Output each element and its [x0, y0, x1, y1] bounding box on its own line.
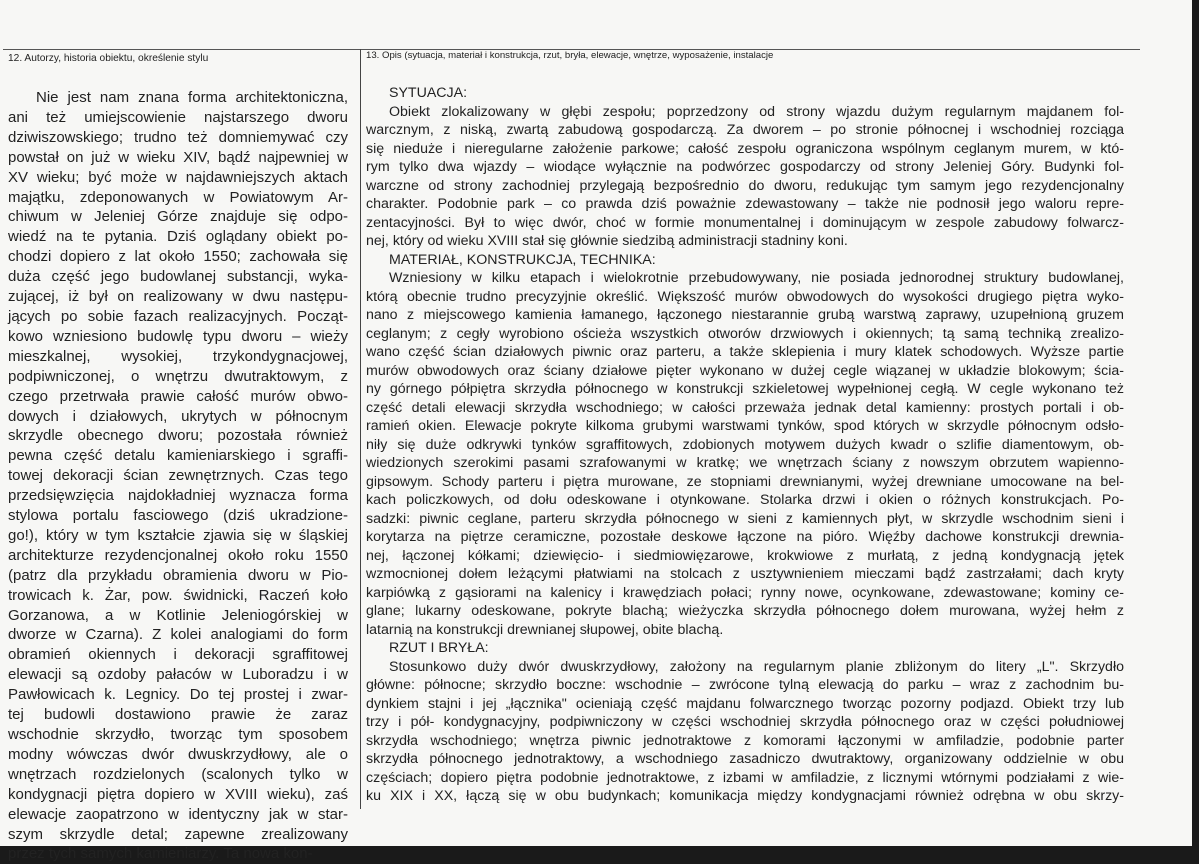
text-line: jących po sobie fazach realizacyjnych. Począt-	[8, 307, 348, 325]
text-line: elewacje zaopatrzono w identyczny jak w star-	[8, 805, 348, 823]
text-line: skrzydle obecnego dworu; pozostała również	[8, 427, 348, 445]
text-line: niły się duże odkrywki tynków sgraffitowych, zdobionych motywem dużych kwadr o szlifie diamentowym, ob-	[366, 436, 1124, 453]
column-divider	[360, 49, 361, 809]
text-line: (patrz dla przykładu obramienia dworu w Pio-	[8, 566, 348, 584]
text-line: wiedź na te pytania. Dziś oglądany obiekt po-	[8, 228, 348, 246]
text-line: nej, który od wieku XVIII stał się głównie siedzibą administracji stadniny koni.	[366, 233, 848, 249]
text-line: modny wówczas dwór dwuskrzydłowy, ale o	[8, 745, 348, 763]
text-line: majątku, zdeponowanych w Powiatowym Ar-	[8, 188, 348, 206]
text-line: latarnią na konstrukcji drewnianej słupowej, obite blachą.	[366, 621, 724, 638]
text-line: dynkiem stajni i jej „łącznika" ocieniają część majdanu folwarcznego tworząc pozorny podjazd. Obiekt trzy lub	[366, 695, 1124, 712]
text-line: Wzniesiony w kilku etapach i wielokrotnie przebudowywany, nie posiada jednorodnej struktury budowlanej,	[389, 270, 1124, 286]
text-line: obramień okiennych i dekoracji sgraffitowej	[8, 646, 348, 664]
text-line: dowych i działowych, ukrytych w północnym	[8, 407, 348, 425]
text-line: się nieduże i nieregularne założenie parkowe; całość zespołu ograniczona wspólnym ceglanym murem, w któ-	[366, 140, 1124, 157]
text-line: dworze w Czarna). Z kolei analogiami do form	[8, 626, 348, 644]
text-line: powstał on już w wieku XIV, bądź najpewniej w	[8, 148, 348, 166]
text-line: elewacji są ozdoby pałaców w Luboradzu i w	[8, 666, 348, 684]
text-line: stylowa portalu fasciowego (dziś ukradzione-	[8, 507, 348, 525]
text-line: towej dekoracji ścian zewnętrznych. Czas tego	[8, 467, 348, 485]
text-line: którą obecnie trudno precyzyjnie określić. Większość murów obwodowych do wysokości drugiego piętra wyko-	[366, 288, 1124, 305]
description-text-column	[366, 84, 1124, 806]
section-13-header: 13. Opis (sytuacja, materiał i konstrukcja, rzut, bryła, elewacje, wnętrze, wyposażenie, instalacje	[366, 50, 774, 61]
text-line: ramień okien. Elewacje pokryte kilkoma grubymi warstwami tynków, spod których w skrzydle północnym odsło-	[366, 418, 1124, 434]
text-line: kowo wzniesiono budowlę typu dworu – wieży	[8, 327, 348, 345]
text-line: tej budowli dostawiono prawie że zaraz	[8, 706, 348, 724]
text-line: wiedzionych szerokimi pasami szrafowanymi w kratkę; we wnętrzach ściany z nowszym obrzutem wapienno-	[366, 455, 1124, 471]
text-line: korytarza na piętrze ceramiczne, pozostałe deskowe łączone na pióro. Więźby dachowe konstrukcji drewnia-	[366, 529, 1124, 545]
text-line: Pawłowicach k. Legnicy. Do tej prostej i zwar-	[8, 686, 348, 704]
text-line: Gorzanowa, a w Kotlinie Jeleniogórskiej w	[8, 606, 348, 624]
text-line: dziwiszowskiego; trudno też domniemywać czy	[8, 128, 348, 146]
text-line: Stosunkowo duży dwór dwuskrzydłowy, założony na regularnym planie zbliżonym do litery „L". Skrzydło	[389, 658, 1124, 675]
text-line: przez tych samych kamieniarzy. Ta nowa kon-	[8, 845, 313, 863]
section-heading: RZUT I BRYŁA:	[389, 640, 489, 656]
section-heading: SYTUACJA:	[389, 85, 468, 101]
text-line: szym skrzydle detal; zapewne zrealizowany	[8, 825, 348, 843]
text-line: trowicach k. Żar, pow. świdnicki, Raczeń koło	[8, 586, 348, 604]
history-text-column	[8, 88, 348, 864]
text-line: wano część ścian działowych piwnic oraz parteru, a także sklepienia i mury klatek schodowych. Wyższe partie	[366, 344, 1124, 360]
text-line: nano z miejscowego kamienia łamanego, łączonego niestarannie grubą warstwą zaprawy, uzupełnioną gruzem	[366, 307, 1124, 323]
text-line: duża część jego budowlanej substancji, wyka-	[8, 268, 348, 286]
text-line: ani też umiejscowienie najstarszego dworu	[8, 108, 348, 126]
text-line: warczne od strony zachodniej przylegają bezpośrednio do dworu, redukując tym samym jego rezydencjonalny	[366, 177, 1124, 194]
text-line: chiwum w Jeleniej Górze znajduje się odpo-	[8, 208, 348, 226]
text-line: kondygnacji piętra dopiero w XVIII wieku), zaś	[8, 785, 348, 803]
text-line: charakter. Podobnie park – co prawda dziś poważnie zdewastowany – także nie podnosił jego waloru repre-	[366, 196, 1124, 212]
text-line: główne: północne; skrzydło boczne: wschodnie – zwrócone tylną elewacją do parku – wraz z zachodnim bu-	[366, 677, 1124, 693]
text-line: XV wieku; być może w najdawniejszych aktach	[8, 168, 348, 186]
text-line: przedsięwzięcia najdokładniej wyznacza forma	[8, 487, 348, 505]
text-line: architekturze rezydencjonalnej około roku 1550	[8, 546, 348, 564]
text-line: glane; lukarny odeskowane, pokryte blachą; wieżyczka skrzydła północnego dołem murowana, wyżej hełm z	[366, 603, 1124, 619]
text-line: podpiwniczonej, o wnętrzu dwutraktowym, z	[8, 367, 348, 385]
text-line: karpiówką z gąsiorami na kalenicy i krawędziach połaci; rynny nowe, ocynkowane, zdewastowane; kominy ce-	[366, 584, 1124, 601]
text-line: ny górnego półpiętra skrzydła północnego w konstrukcji szkieletowej wypełnionej cegłą. W cegle wykonano też	[366, 381, 1124, 397]
text-line: ceglanym; z cegły wyrobiono ościeża wszystkich otworów drzwiowych i okiennych; tą samą techniką zrealizo-	[366, 325, 1124, 342]
text-line: wschodnie skrzydło, tworząc tym sposobem	[8, 726, 348, 743]
text-line: wzmocnionej dołem leżącymi płatwiami na stolcach z usztywnieniem mieczami bądź zastrzałami; dach kryty	[366, 566, 1124, 582]
text-line: rym tylko dwa wjazdy – wiodące wyłącznie na podwórzec gospodarczy od strony Jeleniej Góry. Budynki fol-	[366, 159, 1124, 175]
text-line: kach policzkowych, od dołu odeskowane i otynkowane. Stolarka drzwi i okien o różnych konstrukcjach. Po-	[366, 492, 1124, 508]
section-heading: MATERIAŁ, KONSTRUKCJA, TECHNIKA:	[389, 251, 656, 268]
text-line: go!), który w tym kształcie zjawia się w śląskiej	[8, 526, 348, 544]
text-line: murów obwodowych oraz ściany działowe pięter wykonano w dużej cegle wiązanej w układzie blokowym; ścia-	[366, 362, 1124, 379]
text-line: skrzydła wschodniego; wnętrza piwnic jednotraktowe z komorami łączonymi w amfiladzie, podobnie parter	[366, 732, 1124, 749]
text-line: wnętrzach rozdzielonych (scalonych tylko w	[8, 765, 348, 783]
text-line: czego przetrwała prawie całość murów obwo-	[8, 387, 348, 405]
text-line: chodzi dopiero z lat około 1550; zachowała się	[8, 248, 348, 266]
text-line: warcznym, z niską, zwartą zabudową gospodarczą. Za dworem – po stronie północnej i wschodniej rozciąga	[366, 122, 1124, 138]
text-line: ku XIX i XX, łączą się w obu budynkach; komunikacja między kondygnacjami również odrębna w obu skrzy-	[366, 788, 1124, 804]
section-12-header: 12. Autorzy, historia obiektu, określenie stylu	[8, 53, 209, 64]
text-line: nej, łączonej kółkami; dziewięcio- i siedmiowięzarowe, krokwiowe z murłatą, z jedną kondygnacją jętek	[366, 547, 1124, 564]
text-line: Obiekt zlokalizowany w głębi zespołu; poprzedzony od strony wjazdu dużym regularnym majdanem fol-	[389, 103, 1124, 120]
text-line: skrzydła północnego jednotraktowy, a wschodniego zasadniczo dwutraktowy, organizowany oddzielnie w obu	[366, 751, 1124, 767]
text-line: mieszkalnej, wysokiej, trzykondygnacjowej,	[8, 347, 348, 365]
text-line: trzy i pół- kondygnacyjny, podpiwniczony w części wschodniej skrzydła północnego oraz w części południowej	[366, 714, 1124, 730]
text-line: gipsowym. Schody parteru i piętra murowane, ze stopniami drewnianymi, wyżej drewniane umocowane na bel-	[366, 473, 1124, 490]
text-line: częściach; dopiero piętra podobnie jednotraktowe, z izbami w amfiladzie, z licznymi wtórnymi podziałami z wie-	[366, 769, 1124, 786]
text-line: pewna część detalu kamieniarskiego i sgraffi-	[8, 447, 348, 465]
text-line: część detali elewacji skrzydła wschodniego; w całości przeważa jednak detal kamienny: prostych portali i ob-	[366, 399, 1124, 416]
text-line: zentacyjności. Był to więc dwór, choć w formie monumentalnej i dominującym w zespole zabudowy folwarcz-	[366, 214, 1124, 231]
text-line: Nie jest nam znana forma architektoniczna,	[36, 89, 348, 106]
text-line: sadzki: piwnic ceglane, parteru skrzydła północnego w sieni z kamiennych płyt, w skrzydle wschodnim sieni i	[366, 510, 1124, 527]
text-line: zującej, iż był on realizowany w dwu następu-	[8, 288, 348, 306]
